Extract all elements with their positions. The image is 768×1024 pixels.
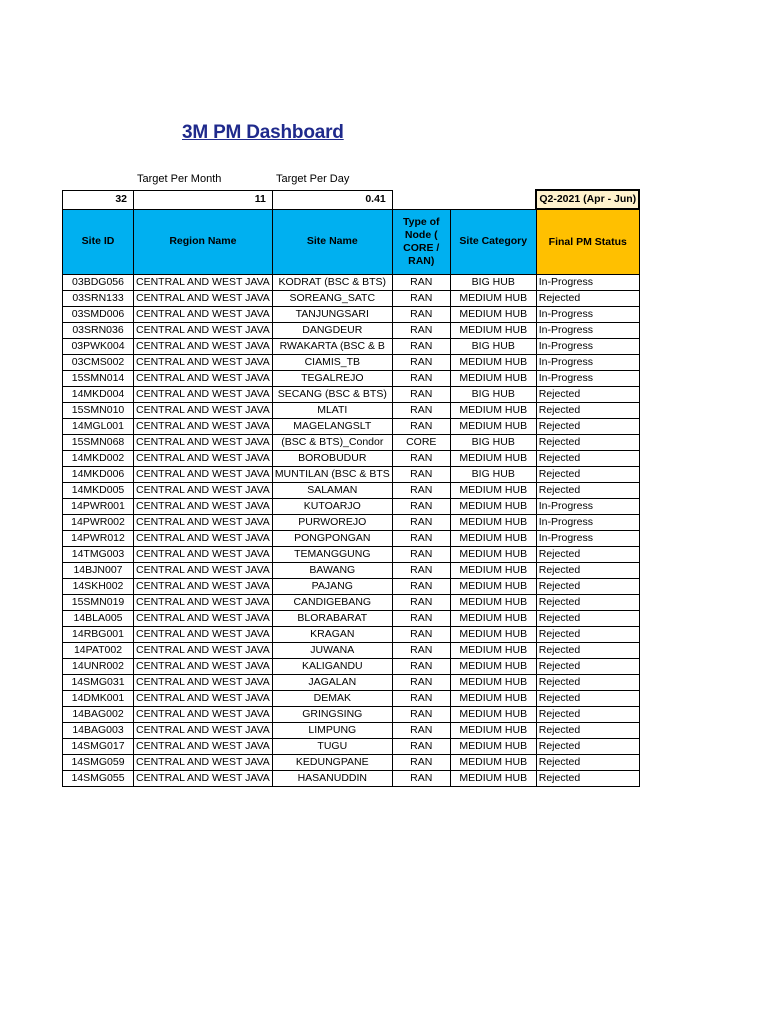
- site-id-cell[interactable]: 14MKD004: [63, 387, 134, 403]
- site-category-cell[interactable]: MEDIUM HUB: [450, 707, 536, 723]
- site-category-cell[interactable]: MEDIUM HUB: [450, 723, 536, 739]
- site-id-cell[interactable]: 15SMN010: [63, 403, 134, 419]
- site-name-cell[interactable]: KODRAT (BSC & BTS): [272, 275, 392, 291]
- site-category-cell[interactable]: MEDIUM HUB: [450, 307, 536, 323]
- site-id-cell[interactable]: 15SMN068: [63, 435, 134, 451]
- site-name-cell[interactable]: TEMANGGUNG: [272, 547, 392, 563]
- region-cell[interactable]: CENTRAL AND WEST JAVA: [134, 483, 273, 499]
- site-id-cell[interactable]: 14MKD002: [63, 451, 134, 467]
- header-region-name[interactable]: Region Name: [134, 209, 273, 275]
- node-type-cell[interactable]: RAN: [392, 419, 450, 435]
- node-type-cell[interactable]: RAN: [392, 531, 450, 547]
- region-cell[interactable]: CENTRAL AND WEST JAVA: [134, 467, 273, 483]
- site-id-cell[interactable]: 03CMS002: [63, 355, 134, 371]
- site-name-cell[interactable]: BOROBUDUR: [272, 451, 392, 467]
- table-row: [63, 723, 640, 739]
- site-name-cell[interactable]: PONGPONGAN: [272, 531, 392, 547]
- site-id-cell[interactable]: 14BLA005: [63, 611, 134, 627]
- site-name-cell[interactable]: PURWOREJO: [272, 515, 392, 531]
- site-category-cell[interactable]: MEDIUM HUB: [450, 355, 536, 371]
- region-cell[interactable]: CENTRAL AND WEST JAVA: [134, 499, 273, 515]
- site-category-cell[interactable]: MEDIUM HUB: [450, 611, 536, 627]
- pm-status-cell[interactable]: In-Progress: [536, 531, 639, 547]
- node-type-cell[interactable]: RAN: [392, 707, 450, 723]
- site-name-cell[interactable]: MUNTILAN (BSC & BTS: [272, 467, 392, 483]
- site-name-cell[interactable]: SECANG (BSC & BTS): [272, 387, 392, 403]
- region-cell[interactable]: CENTRAL AND WEST JAVA: [134, 627, 273, 643]
- table-row: [63, 579, 640, 595]
- pm-status-cell[interactable]: Rejected: [536, 611, 639, 627]
- region-cell[interactable]: CENTRAL AND WEST JAVA: [134, 387, 273, 403]
- table-row: [63, 467, 640, 483]
- node-type-cell[interactable]: RAN: [392, 547, 450, 563]
- site-id-cell[interactable]: 14MKD005: [63, 483, 134, 499]
- pm-status-cell[interactable]: Rejected: [536, 771, 639, 787]
- region-cell[interactable]: CENTRAL AND WEST JAVA: [134, 547, 273, 563]
- site-category-cell[interactable]: MEDIUM HUB: [450, 291, 536, 307]
- pm-status-cell[interactable]: In-Progress: [536, 515, 639, 531]
- site-id-cell[interactable]: 14SMG055: [63, 771, 134, 787]
- pm-status-cell[interactable]: In-Progress: [536, 307, 639, 323]
- table-row: [63, 435, 640, 451]
- pm-status-cell[interactable]: Rejected: [536, 563, 639, 579]
- site-category-cell[interactable]: MEDIUM HUB: [450, 451, 536, 467]
- site-id-cell[interactable]: 03SMD006: [63, 307, 134, 323]
- table-row: [63, 339, 640, 355]
- site-name-cell[interactable]: HASANUDDIN: [272, 771, 392, 787]
- site-name-cell[interactable]: LIMPUNG: [272, 723, 392, 739]
- region-cell[interactable]: CENTRAL AND WEST JAVA: [134, 755, 273, 771]
- header-row: [63, 209, 640, 275]
- node-type-cell[interactable]: RAN: [392, 627, 450, 643]
- region-cell[interactable]: CENTRAL AND WEST JAVA: [134, 515, 273, 531]
- site-name-cell[interactable]: KEDUNGPANE: [272, 755, 392, 771]
- empty-cell: [450, 190, 536, 209]
- node-type-cell[interactable]: RAN: [392, 691, 450, 707]
- table-row: [63, 371, 640, 387]
- site-name-cell[interactable]: TEGALREJO: [272, 371, 392, 387]
- node-type-cell[interactable]: RAN: [392, 339, 450, 355]
- pm-status-cell[interactable]: Rejected: [536, 451, 639, 467]
- node-type-cell[interactable]: RAN: [392, 291, 450, 307]
- pm-status-cell[interactable]: Rejected: [536, 643, 639, 659]
- site-id-cell[interactable]: 14SMG031: [63, 675, 134, 691]
- site-name-cell[interactable]: BLORABARAT: [272, 611, 392, 627]
- page-title: 3M PM Dashboard: [182, 122, 344, 143]
- region-cell[interactable]: CENTRAL AND WEST JAVA: [134, 723, 273, 739]
- table-row: [63, 323, 640, 339]
- node-type-cell[interactable]: CORE: [392, 435, 450, 451]
- site-name-cell[interactable]: JAGALAN: [272, 675, 392, 691]
- table-row: [63, 611, 640, 627]
- region-cell[interactable]: CENTRAL AND WEST JAVA: [134, 563, 273, 579]
- table-row: [63, 595, 640, 611]
- site-name-cell[interactable]: TANJUNGSARI: [272, 307, 392, 323]
- site-id-cell[interactable]: 14MGL001: [63, 419, 134, 435]
- site-id-cell[interactable]: 14PWR002: [63, 515, 134, 531]
- target-per-day-cell[interactable]: 0.41: [272, 190, 392, 209]
- node-type-cell[interactable]: RAN: [392, 307, 450, 323]
- pm-status-cell[interactable]: Rejected: [536, 595, 639, 611]
- site-category-cell[interactable]: BIG HUB: [450, 387, 536, 403]
- site-category-cell[interactable]: MEDIUM HUB: [450, 771, 536, 787]
- table-row: [63, 483, 640, 499]
- node-type-cell[interactable]: RAN: [392, 515, 450, 531]
- site-name-cell[interactable]: CANDIGEBANG: [272, 595, 392, 611]
- site-category-cell[interactable]: MEDIUM HUB: [450, 755, 536, 771]
- pm-status-cell[interactable]: In-Progress: [536, 323, 639, 339]
- region-cell[interactable]: CENTRAL AND WEST JAVA: [134, 355, 273, 371]
- pm-status-cell[interactable]: Rejected: [536, 659, 639, 675]
- site-name-cell[interactable]: DANGDEUR: [272, 323, 392, 339]
- site-id-cell[interactable]: 14DMK001: [63, 691, 134, 707]
- pm-status-cell[interactable]: Rejected: [536, 387, 639, 403]
- node-type-cell[interactable]: RAN: [392, 355, 450, 371]
- site-name-cell[interactable]: KRAGAN: [272, 627, 392, 643]
- target-per-month-cell[interactable]: 11: [134, 190, 273, 209]
- region-cell[interactable]: CENTRAL AND WEST JAVA: [134, 643, 273, 659]
- region-cell[interactable]: CENTRAL AND WEST JAVA: [134, 275, 273, 291]
- site-name-cell[interactable]: CIAMIS_TB: [272, 355, 392, 371]
- site-name-cell[interactable]: SOREANG_SATC: [272, 291, 392, 307]
- site-name-cell[interactable]: PAJANG: [272, 579, 392, 595]
- node-type-cell[interactable]: RAN: [392, 659, 450, 675]
- node-type-cell[interactable]: RAN: [392, 387, 450, 403]
- table-row: [63, 547, 640, 563]
- site-category-cell[interactable]: MEDIUM HUB: [450, 547, 536, 563]
- site-name-cell[interactable]: KUTOARJO: [272, 499, 392, 515]
- pm-status-cell[interactable]: Rejected: [536, 291, 639, 307]
- pm-status-cell[interactable]: In-Progress: [536, 499, 639, 515]
- region-cell[interactable]: CENTRAL AND WEST JAVA: [134, 323, 273, 339]
- table-row: [63, 675, 640, 691]
- pm-status-cell[interactable]: In-Progress: [536, 339, 639, 355]
- site-name-cell[interactable]: GRINGSING: [272, 707, 392, 723]
- table-row: [63, 419, 640, 435]
- site-id-cell[interactable]: 14RBG001: [63, 627, 134, 643]
- node-type-cell[interactable]: RAN: [392, 675, 450, 691]
- site-name-cell[interactable]: MAGELANGSLT: [272, 419, 392, 435]
- table-row: [63, 387, 640, 403]
- region-cell[interactable]: CENTRAL AND WEST JAVA: [134, 307, 273, 323]
- site-id-cell[interactable]: 14BAG002: [63, 707, 134, 723]
- site-category-cell[interactable]: MEDIUM HUB: [450, 499, 536, 515]
- node-type-cell[interactable]: RAN: [392, 771, 450, 787]
- table-row: [63, 515, 640, 531]
- pm-status-cell[interactable]: Rejected: [536, 739, 639, 755]
- site-id-cell[interactable]: 14MKD006: [63, 467, 134, 483]
- node-type-cell[interactable]: RAN: [392, 403, 450, 419]
- site-id-cell[interactable]: 15SMN019: [63, 595, 134, 611]
- site-category-cell[interactable]: MEDIUM HUB: [450, 515, 536, 531]
- table-row: [63, 403, 640, 419]
- site-category-cell[interactable]: MEDIUM HUB: [450, 531, 536, 547]
- site-id-cell[interactable]: 14BAG003: [63, 723, 134, 739]
- table-row: [63, 659, 640, 675]
- pm-status-cell[interactable]: Rejected: [536, 483, 639, 499]
- site-category-cell[interactable]: MEDIUM HUB: [450, 627, 536, 643]
- site-name-cell[interactable]: SALAMAN: [272, 483, 392, 499]
- pm-status-cell[interactable]: Rejected: [536, 579, 639, 595]
- table-row: [63, 707, 640, 723]
- site-id-cell[interactable]: 03SRN133: [63, 291, 134, 307]
- site-category-cell[interactable]: MEDIUM HUB: [450, 595, 536, 611]
- header-site-category[interactable]: Site Category: [450, 209, 536, 275]
- target-total-cell[interactable]: 32: [63, 190, 134, 209]
- region-cell[interactable]: CENTRAL AND WEST JAVA: [134, 531, 273, 547]
- pm-status-cell[interactable]: Rejected: [536, 435, 639, 451]
- site-id-cell[interactable]: 14SMG059: [63, 755, 134, 771]
- site-id-cell[interactable]: 14UNR002: [63, 659, 134, 675]
- pm-status-cell[interactable]: Rejected: [536, 755, 639, 771]
- pm-dashboard-table: [62, 189, 640, 787]
- table-row: [63, 771, 640, 787]
- site-id-cell[interactable]: 14BJN007: [63, 563, 134, 579]
- region-cell[interactable]: CENTRAL AND WEST JAVA: [134, 595, 273, 611]
- site-name-cell[interactable]: MLATI: [272, 403, 392, 419]
- site-category-cell[interactable]: MEDIUM HUB: [450, 675, 536, 691]
- table-row: [63, 643, 640, 659]
- node-type-cell[interactable]: RAN: [392, 755, 450, 771]
- site-id-cell[interactable]: 14PWR012: [63, 531, 134, 547]
- table-row: [63, 355, 640, 371]
- header-site-name[interactable]: Site Name: [272, 209, 392, 275]
- node-type-cell[interactable]: RAN: [392, 275, 450, 291]
- site-id-cell[interactable]: 15SMN014: [63, 371, 134, 387]
- site-name-cell[interactable]: BAWANG: [272, 563, 392, 579]
- site-id-cell[interactable]: 14PWR001: [63, 499, 134, 515]
- site-id-cell[interactable]: 03BDG056: [63, 275, 134, 291]
- region-cell[interactable]: CENTRAL AND WEST JAVA: [134, 451, 273, 467]
- site-category-cell[interactable]: MEDIUM HUB: [450, 371, 536, 387]
- region-cell[interactable]: CENTRAL AND WEST JAVA: [134, 707, 273, 723]
- table-body: [63, 275, 640, 787]
- region-cell[interactable]: CENTRAL AND WEST JAVA: [134, 675, 273, 691]
- pm-status-cell[interactable]: Rejected: [536, 691, 639, 707]
- pm-status-cell[interactable]: Rejected: [536, 627, 639, 643]
- pm-status-cell[interactable]: In-Progress: [536, 371, 639, 387]
- pm-status-cell[interactable]: Rejected: [536, 707, 639, 723]
- table-row: [63, 307, 640, 323]
- region-cell[interactable]: CENTRAL AND WEST JAVA: [134, 403, 273, 419]
- pm-status-cell[interactable]: Rejected: [536, 675, 639, 691]
- region-cell[interactable]: CENTRAL AND WEST JAVA: [134, 435, 273, 451]
- header-final-status[interactable]: Final PM Status: [536, 209, 639, 275]
- site-category-cell[interactable]: BIG HUB: [450, 275, 536, 291]
- node-type-cell[interactable]: RAN: [392, 611, 450, 627]
- site-category-cell[interactable]: MEDIUM HUB: [450, 483, 536, 499]
- target-per-month-label: Target Per Month: [137, 173, 222, 185]
- site-id-cell[interactable]: 03PWK004: [63, 339, 134, 355]
- table-row: [63, 755, 640, 771]
- table-row: [63, 499, 640, 515]
- region-cell[interactable]: CENTRAL AND WEST JAVA: [134, 419, 273, 435]
- target-per-day-label: Target Per Day: [276, 173, 350, 185]
- pm-status-cell[interactable]: In-Progress: [536, 355, 639, 371]
- site-id-cell[interactable]: 14SKH002: [63, 579, 134, 595]
- region-cell[interactable]: CENTRAL AND WEST JAVA: [134, 371, 273, 387]
- node-type-cell[interactable]: RAN: [392, 563, 450, 579]
- node-type-cell[interactable]: RAN: [392, 323, 450, 339]
- site-category-cell[interactable]: MEDIUM HUB: [450, 691, 536, 707]
- pm-status-cell[interactable]: Rejected: [536, 467, 639, 483]
- table-row: [63, 627, 640, 643]
- site-name-cell[interactable]: TUGU: [272, 739, 392, 755]
- quarter-cell[interactable]: Q2-2021 (Apr - Jun): [536, 190, 639, 209]
- pm-status-cell[interactable]: Rejected: [536, 723, 639, 739]
- table-row: [63, 691, 640, 707]
- site-name-cell[interactable]: RWAKARTA (BSC & B: [272, 339, 392, 355]
- site-category-cell[interactable]: MEDIUM HUB: [450, 643, 536, 659]
- site-category-cell[interactable]: MEDIUM HUB: [450, 659, 536, 675]
- region-cell[interactable]: CENTRAL AND WEST JAVA: [134, 771, 273, 787]
- site-category-cell[interactable]: MEDIUM HUB: [450, 323, 536, 339]
- site-category-cell[interactable]: MEDIUM HUB: [450, 739, 536, 755]
- node-type-cell[interactable]: RAN: [392, 579, 450, 595]
- header-site-id[interactable]: Site ID: [63, 209, 134, 275]
- node-type-cell[interactable]: RAN: [392, 499, 450, 515]
- region-cell[interactable]: CENTRAL AND WEST JAVA: [134, 339, 273, 355]
- site-category-cell[interactable]: MEDIUM HUB: [450, 419, 536, 435]
- site-category-cell[interactable]: BIG HUB: [450, 435, 536, 451]
- site-id-cell[interactable]: 14PAT002: [63, 643, 134, 659]
- node-type-cell[interactable]: RAN: [392, 643, 450, 659]
- node-type-cell[interactable]: RAN: [392, 371, 450, 387]
- header-node-type[interactable]: Type of Node ( CORE / RAN): [392, 209, 450, 275]
- node-type-cell[interactable]: RAN: [392, 723, 450, 739]
- site-category-cell[interactable]: MEDIUM HUB: [450, 563, 536, 579]
- site-name-cell[interactable]: DEMAK: [272, 691, 392, 707]
- site-category-cell[interactable]: BIG HUB: [450, 339, 536, 355]
- table-row: [63, 275, 640, 291]
- pm-status-cell[interactable]: In-Progress: [536, 275, 639, 291]
- region-cell[interactable]: CENTRAL AND WEST JAVA: [134, 691, 273, 707]
- site-name-cell[interactable]: JUWANA: [272, 643, 392, 659]
- site-id-cell[interactable]: 03SRN036: [63, 323, 134, 339]
- node-type-cell[interactable]: RAN: [392, 595, 450, 611]
- region-cell[interactable]: CENTRAL AND WEST JAVA: [134, 739, 273, 755]
- region-cell[interactable]: CENTRAL AND WEST JAVA: [134, 579, 273, 595]
- region-cell[interactable]: CENTRAL AND WEST JAVA: [134, 659, 273, 675]
- site-name-cell[interactable]: KALIGANDU: [272, 659, 392, 675]
- pm-status-cell[interactable]: Rejected: [536, 403, 639, 419]
- site-category-cell[interactable]: BIG HUB: [450, 467, 536, 483]
- pm-status-cell[interactable]: Rejected: [536, 547, 639, 563]
- table-row: [63, 739, 640, 755]
- targets-row: [63, 190, 640, 209]
- site-id-cell[interactable]: 14TMG003: [63, 547, 134, 563]
- site-name-cell[interactable]: (BSC & BTS)_Condor: [272, 435, 392, 451]
- site-category-cell[interactable]: MEDIUM HUB: [450, 403, 536, 419]
- pm-status-cell[interactable]: Rejected: [536, 419, 639, 435]
- site-id-cell[interactable]: 14SMG017: [63, 739, 134, 755]
- empty-cell: [392, 190, 450, 209]
- region-cell[interactable]: CENTRAL AND WEST JAVA: [134, 611, 273, 627]
- region-cell[interactable]: CENTRAL AND WEST JAVA: [134, 291, 273, 307]
- table-row: [63, 531, 640, 547]
- table-row: [63, 451, 640, 467]
- table-row: [63, 291, 640, 307]
- node-type-cell[interactable]: RAN: [392, 451, 450, 467]
- site-category-cell[interactable]: MEDIUM HUB: [450, 579, 536, 595]
- node-type-cell[interactable]: RAN: [392, 739, 450, 755]
- node-type-cell[interactable]: RAN: [392, 467, 450, 483]
- table-row: [63, 563, 640, 579]
- node-type-cell[interactable]: RAN: [392, 483, 450, 499]
